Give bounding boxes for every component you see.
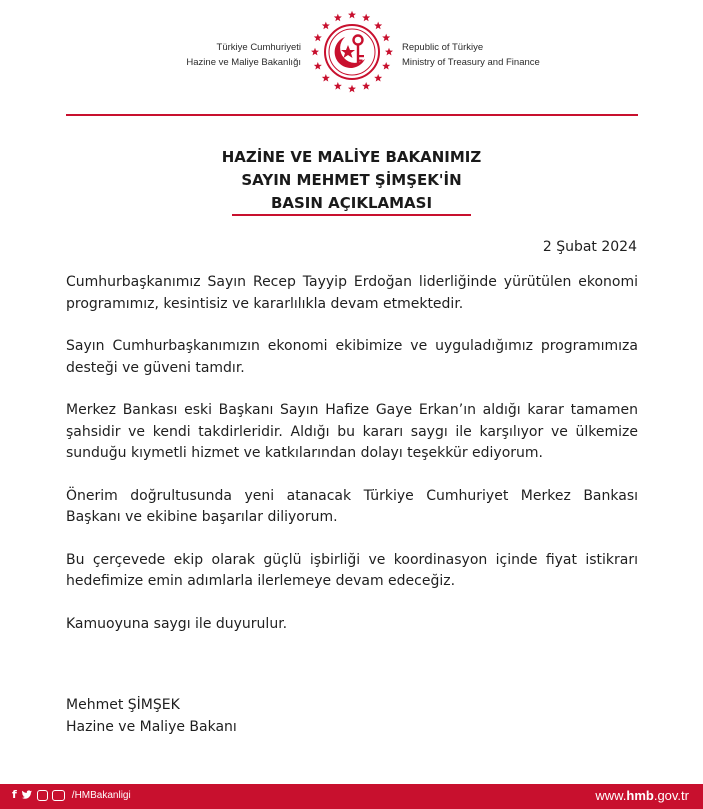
ministry-name-turkish [186, 40, 301, 70]
paragraph-6: Kamuoyuna saygı ile duyurulur. [66, 615, 288, 632]
signatory-name: Mehmet ŞİMŞEK [66, 697, 180, 713]
emblem-star [348, 11, 356, 19]
ministry-name-english [402, 40, 540, 70]
paragraph-3: Merkez Bankası eski Başkanı Sayın Hafize Gaye Erkan’ın aldığı karar tamamen şahsidir ve kendi takdirleridir. Aldığı bu kararı saygı ile karşılıyor ve ülkemize sunduğu kıymetli hizmet ve katkılarından dolayı teşekkür ediyorum. [66, 402, 638, 461]
emblem-star [334, 14, 342, 22]
ministry-tr-line2: Hazine ve Maliye Bakanlığı [186, 57, 301, 68]
title-line-3: BASIN AÇIKLAMASI [270, 194, 433, 212]
website-prefix: www. [595, 788, 627, 803]
signatory-title: Hazine ve Maliye Bakanı [66, 718, 237, 735]
emblem-star [382, 34, 390, 42]
paragraph-1: Cumhurbaşkanımız Sayın Recep Tayyip Erdoğan liderliğinde yürütülen ekonomi programımız, kesintisiz ve kararlılıkla devam etmektedir. [66, 274, 638, 312]
instagram-icon[interactable] [37, 790, 48, 801]
paragraph-5: Bu çerçevede ekip olarak güçlü işbirliği ve koordinasyon içinde fiyat istikrarı hedefimize emin adımlarla ilerlemeye devam edeceğiz. [66, 551, 638, 589]
website-link[interactable] [595, 788, 689, 803]
website-domain: hmb [626, 788, 654, 803]
title-line-1: HAZİNE VE MALİYE BAKANIMIZ [221, 148, 482, 166]
document-title [0, 146, 703, 215]
paragraph-4: Önerim doğrultusunda yeni atanacak Türkiye Cumhuriyet Merkez Bankası Başkanı ve ekibine başarılar diliyorum. [66, 487, 638, 525]
signature-block [66, 695, 237, 738]
title-line-2: SAYIN MEHMET ŞİMŞEK'İN [241, 171, 462, 189]
document-date: 2 Şubat 2024 [542, 239, 637, 255]
twitter-icon[interactable] [21, 789, 33, 801]
ministry-en-line2: Ministry of Treasury and Finance [402, 57, 540, 68]
emblem-star [311, 48, 319, 56]
header-divider [66, 114, 638, 116]
facebook-icon[interactable]: f [12, 788, 17, 801]
emblem-star [374, 22, 382, 30]
footer-bar [0, 784, 703, 809]
emblem-star [348, 85, 356, 93]
emblem-star [314, 62, 322, 70]
emblem-star [382, 62, 390, 70]
letterhead [0, 0, 703, 110]
social-handle[interactable]: /HMBakanligi [71, 789, 131, 801]
website-suffix: .gov.tr [653, 788, 689, 803]
social-links [12, 789, 131, 801]
emblem-star [314, 34, 322, 42]
title-underline [232, 214, 471, 216]
emblem-star [322, 74, 330, 82]
youtube-icon[interactable] [52, 790, 65, 801]
emblem-star [362, 82, 370, 90]
emblem-star [322, 22, 330, 30]
emblem-star [334, 82, 342, 90]
emblem-star [374, 74, 382, 82]
ministry-en-line1: Republic of Türkiye [402, 42, 484, 53]
ministry-emblem-icon [307, 7, 397, 97]
emblem-star [385, 48, 393, 56]
emblem-star [362, 14, 370, 22]
paragraph-2: Sayın Cumhurbaşkanımızın ekonomi ekibimize ve uyguladığımız programımıza desteği ve güveni tamdır. [66, 338, 638, 376]
statement-body [66, 272, 638, 656]
ministry-tr-line1: Türkiye Cumhuriyeti [216, 42, 301, 53]
